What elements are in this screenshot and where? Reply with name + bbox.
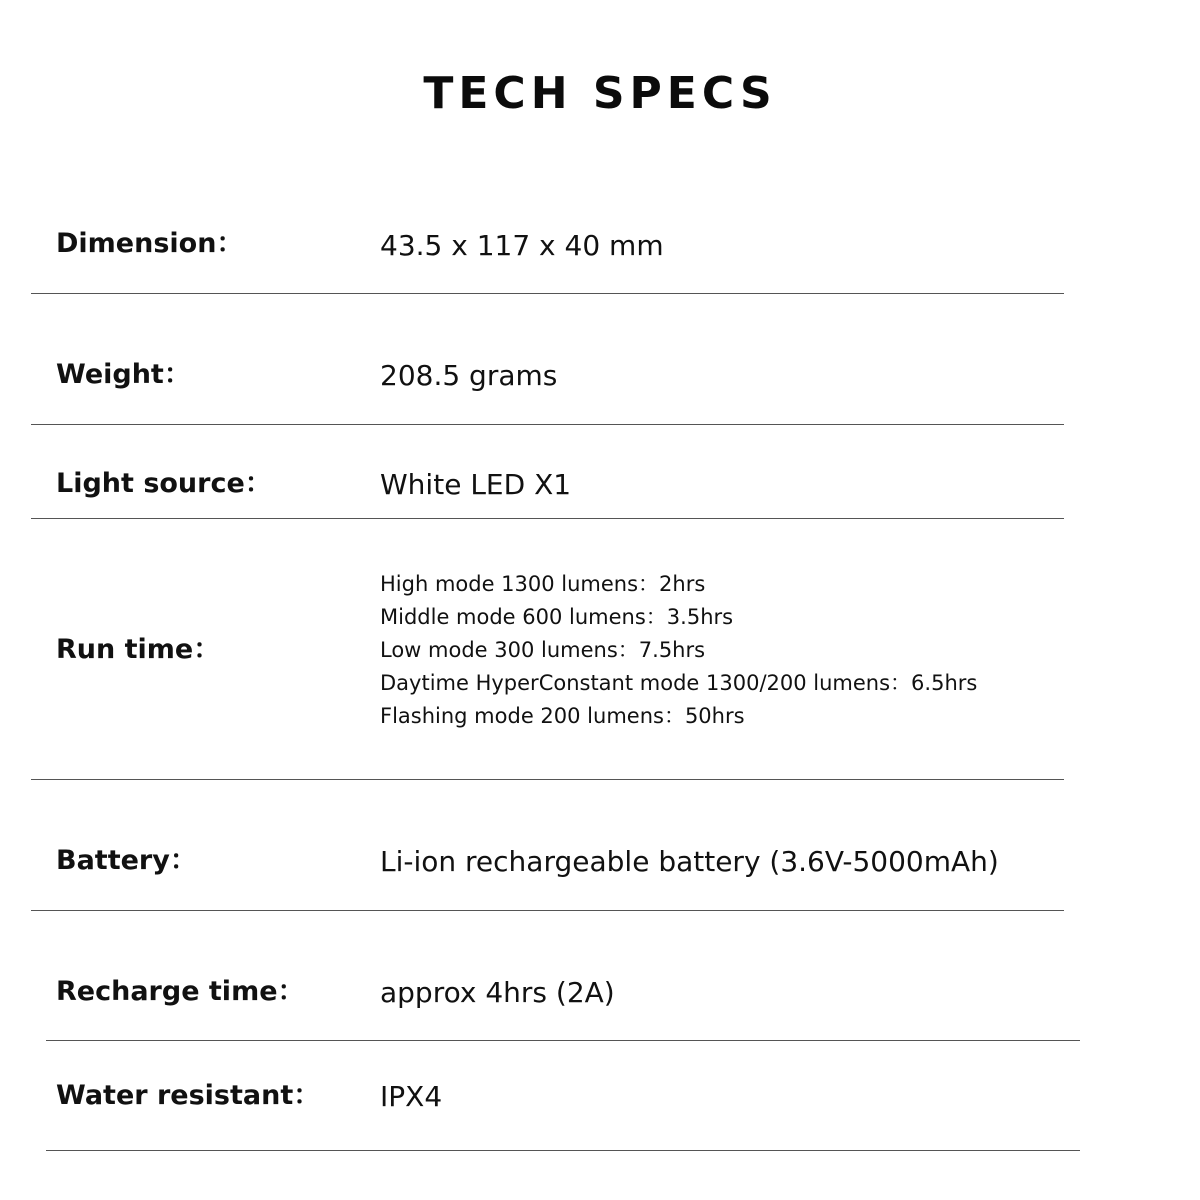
spec-label-weight: Weight： <box>56 359 191 390</box>
spec-label-water-resistant: Water resistant： <box>56 1080 321 1111</box>
spec-label-recharge-time: Recharge time： <box>56 976 305 1007</box>
page-title: TECH SPECS <box>423 68 777 119</box>
spec-value-weight: 208.5 grams <box>380 359 558 392</box>
run-time-line: Low mode 300 lumens：7.5hrs <box>380 638 706 662</box>
spec-value-run-time <box>380 568 977 733</box>
row-divider <box>46 1040 1080 1041</box>
row-divider <box>31 424 1064 425</box>
spec-label-light-source: Light source： <box>56 468 272 499</box>
run-time-line: High mode 1300 lumens：2hrs <box>380 572 706 596</box>
spec-label-battery: Battery： <box>56 845 197 876</box>
run-time-line: Daytime HyperConstant mode 1300/200 lumens：6.5hrs <box>380 671 978 695</box>
spec-value-water-resistant: IPX4 <box>380 1080 443 1113</box>
row-divider <box>31 293 1064 294</box>
spec-label-run-time: Run time： <box>56 634 221 665</box>
row-divider <box>31 779 1064 780</box>
row-divider <box>46 1150 1080 1151</box>
spec-value-dimension: 43.5 x 117 x 40 mm <box>380 229 664 262</box>
row-divider <box>31 518 1064 519</box>
run-time-line: Middle mode 600 lumens：3.5hrs <box>380 605 734 629</box>
run-time-line: Flashing mode 200 lumens：50hrs <box>380 704 745 728</box>
spec-value-light-source: White LED X1 <box>380 468 572 501</box>
spec-value-recharge-time: approx 4hrs (2A) <box>380 976 615 1009</box>
spec-value-battery: Li-ion rechargeable battery (3.6V-5000mAh) <box>380 845 999 878</box>
spec-label-dimension: Dimension： <box>56 228 244 259</box>
row-divider <box>31 910 1064 911</box>
